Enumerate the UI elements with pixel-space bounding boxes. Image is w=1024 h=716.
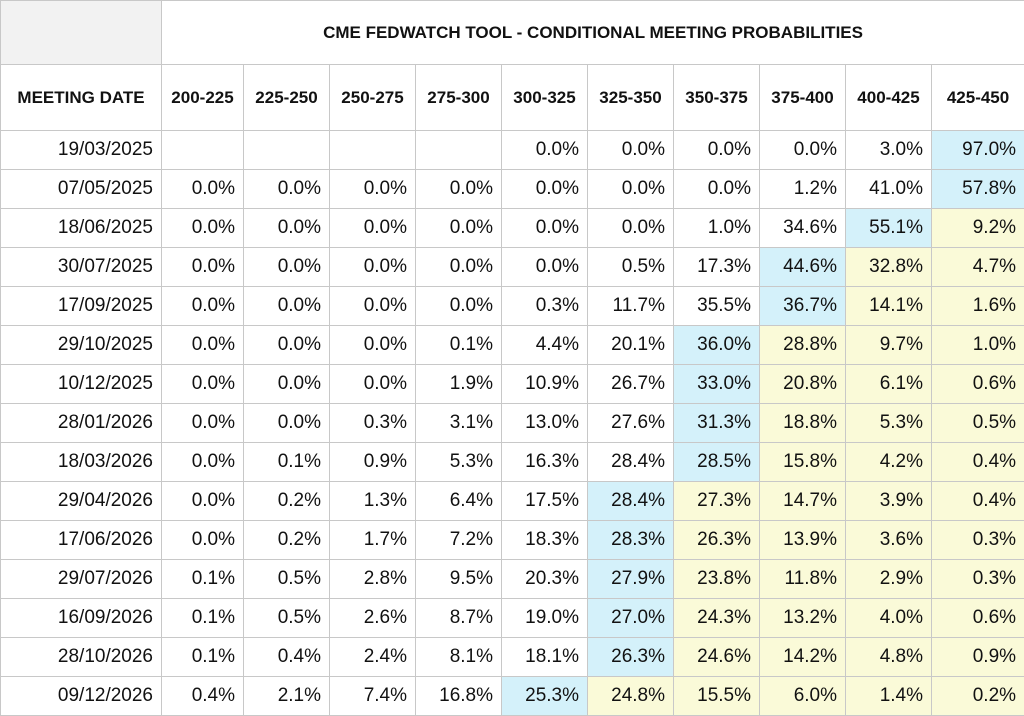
probability-cell: 0.5% — [932, 404, 1024, 443]
meeting-date-cell: 10/12/2025 — [1, 365, 162, 404]
table-row — [1, 170, 1024, 209]
probability-cell: 34.6% — [760, 209, 846, 248]
meeting-date-cell: 28/01/2026 — [1, 404, 162, 443]
probability-cell: 0.4% — [162, 677, 244, 716]
probability-cell: 0.0% — [416, 287, 502, 326]
probability-cell: 20.8% — [760, 365, 846, 404]
probability-cell: 55.1% — [846, 209, 932, 248]
probability-cell: 0.0% — [244, 326, 330, 365]
probability-cell: 4.0% — [846, 599, 932, 638]
probability-cell: 1.7% — [330, 521, 416, 560]
probability-cell: 28.4% — [588, 482, 674, 521]
probability-cell: 27.0% — [588, 599, 674, 638]
probability-cell: 23.8% — [674, 560, 760, 599]
table-row — [1, 482, 1024, 521]
probability-cell: 24.8% — [588, 677, 674, 716]
probability-cell: 0.0% — [330, 365, 416, 404]
probability-cell: 0.0% — [588, 170, 674, 209]
table-row — [1, 677, 1024, 716]
probability-cell: 0.0% — [162, 209, 244, 248]
meeting-date-cell: 16/09/2026 — [1, 599, 162, 638]
meeting-date-cell: 18/03/2026 — [1, 443, 162, 482]
probability-cell: 0.3% — [502, 287, 588, 326]
probability-cell: 5.3% — [846, 404, 932, 443]
probability-cell: 0.1% — [162, 599, 244, 638]
rate-range-header: 325-350 — [588, 65, 674, 131]
probability-cell: 18.8% — [760, 404, 846, 443]
probability-cell: 11.7% — [588, 287, 674, 326]
probability-cell: 3.0% — [846, 131, 932, 170]
probability-cell: 0.0% — [760, 131, 846, 170]
probability-cell: 0.0% — [502, 170, 588, 209]
table-row — [1, 560, 1024, 599]
probability-cell: 19.0% — [502, 599, 588, 638]
rate-range-header: 200-225 — [162, 65, 244, 131]
probability-cell: 2.9% — [846, 560, 932, 599]
probability-cell: 0.1% — [244, 443, 330, 482]
probability-cell: 3.9% — [846, 482, 932, 521]
table-row — [1, 131, 1024, 170]
probability-cell: 13.2% — [760, 599, 846, 638]
meeting-date-cell: 30/07/2025 — [1, 248, 162, 287]
probability-cell: 20.1% — [588, 326, 674, 365]
probability-cell: 0.3% — [330, 404, 416, 443]
meeting-date-cell: 17/09/2025 — [1, 287, 162, 326]
probability-cell: 1.0% — [932, 326, 1024, 365]
probability-cell: 24.3% — [674, 599, 760, 638]
table-row — [1, 443, 1024, 482]
probability-cell: 6.0% — [760, 677, 846, 716]
probability-cell: 28.5% — [674, 443, 760, 482]
meeting-date-cell: 29/04/2026 — [1, 482, 162, 521]
probability-cell: 0.0% — [162, 404, 244, 443]
rate-range-header: 400-425 — [846, 65, 932, 131]
meeting-date-cell: 28/10/2026 — [1, 638, 162, 677]
probability-cell: 16.8% — [416, 677, 502, 716]
probability-cell: 20.3% — [502, 560, 588, 599]
probability-cell: 0.6% — [932, 365, 1024, 404]
probability-cell: 0.0% — [330, 326, 416, 365]
probability-cell: 8.1% — [416, 638, 502, 677]
probability-cell: 0.0% — [588, 209, 674, 248]
probability-cell: 4.4% — [502, 326, 588, 365]
meeting-date-cell: 29/10/2025 — [1, 326, 162, 365]
probability-cell: 0.0% — [416, 170, 502, 209]
probability-cell: 27.9% — [588, 560, 674, 599]
probability-cell: 31.3% — [674, 404, 760, 443]
probability-cell: 57.8% — [932, 170, 1024, 209]
probability-cell: 0.9% — [330, 443, 416, 482]
probability-cell: 15.8% — [760, 443, 846, 482]
probability-cell: 0.0% — [330, 248, 416, 287]
probability-cell: 1.2% — [760, 170, 846, 209]
probability-cell: 0.0% — [416, 248, 502, 287]
probability-cell: 0.0% — [244, 404, 330, 443]
table-row — [1, 638, 1024, 677]
probability-cell: 0.0% — [330, 287, 416, 326]
rate-range-header: 375-400 — [760, 65, 846, 131]
table-row — [1, 521, 1024, 560]
probability-cell: 0.4% — [932, 482, 1024, 521]
table-row — [1, 599, 1024, 638]
probability-cell: 0.0% — [162, 365, 244, 404]
probability-cell: 0.0% — [162, 248, 244, 287]
table-row — [1, 209, 1024, 248]
probability-cell: 13.9% — [760, 521, 846, 560]
probability-cell: 0.0% — [162, 521, 244, 560]
probability-cell: 18.3% — [502, 521, 588, 560]
probability-cell: 33.0% — [674, 365, 760, 404]
table-row — [1, 326, 1024, 365]
probability-cell: 0.0% — [244, 365, 330, 404]
probability-cell: 2.6% — [330, 599, 416, 638]
table-row — [1, 404, 1024, 443]
probability-cell: 0.0% — [588, 131, 674, 170]
rate-range-header: 300-325 — [502, 65, 588, 131]
probability-cell: 0.0% — [502, 131, 588, 170]
probability-cell: 0.0% — [502, 248, 588, 287]
probability-cell: 6.4% — [416, 482, 502, 521]
table-title: CME FEDWATCH TOOL - CONDITIONAL MEETING PROBABILITIES — [162, 1, 1024, 65]
probability-cell: 2.4% — [330, 638, 416, 677]
probability-cell: 0.0% — [162, 170, 244, 209]
probability-cell — [330, 131, 416, 170]
probability-cell: 7.2% — [416, 521, 502, 560]
probability-cell: 0.0% — [162, 443, 244, 482]
probability-cell: 0.0% — [674, 170, 760, 209]
probability-cell: 0.9% — [932, 638, 1024, 677]
probability-cell: 9.2% — [932, 209, 1024, 248]
probability-cell: 8.7% — [416, 599, 502, 638]
probability-cell: 0.6% — [932, 599, 1024, 638]
meeting-date-header: MEETING DATE — [1, 65, 162, 131]
meeting-date-cell: 29/07/2026 — [1, 560, 162, 599]
probability-cell: 0.0% — [244, 248, 330, 287]
probability-cell: 0.0% — [330, 170, 416, 209]
probability-cell: 35.5% — [674, 287, 760, 326]
probability-cell: 13.0% — [502, 404, 588, 443]
probability-cell: 9.7% — [846, 326, 932, 365]
meeting-date-cell: 09/12/2026 — [1, 677, 162, 716]
probability-cell: 0.1% — [416, 326, 502, 365]
probability-cell: 0.3% — [932, 521, 1024, 560]
probability-cell: 32.8% — [846, 248, 932, 287]
probability-cell: 14.7% — [760, 482, 846, 521]
table-body — [1, 131, 1024, 716]
probability-cell — [416, 131, 502, 170]
probability-cell: 26.7% — [588, 365, 674, 404]
probability-cell: 0.0% — [244, 170, 330, 209]
probability-cell: 36.0% — [674, 326, 760, 365]
table-row — [1, 287, 1024, 326]
probability-cell: 1.3% — [330, 482, 416, 521]
probability-cell: 14.1% — [846, 287, 932, 326]
probability-cell: 16.3% — [502, 443, 588, 482]
probability-cell: 4.7% — [932, 248, 1024, 287]
probability-cell: 1.6% — [932, 287, 1024, 326]
probability-cell: 11.8% — [760, 560, 846, 599]
probability-cell: 27.3% — [674, 482, 760, 521]
column-header-row — [1, 65, 1024, 131]
corner-cell — [1, 1, 162, 65]
probability-cell: 7.4% — [330, 677, 416, 716]
rate-range-header: 275-300 — [416, 65, 502, 131]
meeting-date-cell: 18/06/2025 — [1, 209, 162, 248]
probability-cell: 1.9% — [416, 365, 502, 404]
probability-cell: 0.1% — [162, 638, 244, 677]
probability-cell: 5.3% — [416, 443, 502, 482]
probability-cell: 17.5% — [502, 482, 588, 521]
probability-cell: 3.1% — [416, 404, 502, 443]
probability-cell: 4.8% — [846, 638, 932, 677]
probability-cell: 9.5% — [416, 560, 502, 599]
title-row — [1, 1, 1024, 65]
meeting-date-cell: 17/06/2026 — [1, 521, 162, 560]
probability-cell: 15.5% — [674, 677, 760, 716]
rate-range-header: 225-250 — [244, 65, 330, 131]
probability-cell: 0.0% — [162, 326, 244, 365]
probability-cell: 0.2% — [244, 482, 330, 521]
probability-cell — [244, 131, 330, 170]
meeting-date-cell: 07/05/2025 — [1, 170, 162, 209]
probability-cell: 14.2% — [760, 638, 846, 677]
probability-cell: 2.1% — [244, 677, 330, 716]
table-row — [1, 365, 1024, 404]
probability-cell: 0.0% — [674, 131, 760, 170]
probability-cell: 2.8% — [330, 560, 416, 599]
probability-cell: 4.2% — [846, 443, 932, 482]
probability-cell: 0.0% — [330, 209, 416, 248]
probability-cell: 0.0% — [244, 287, 330, 326]
probability-cell: 6.1% — [846, 365, 932, 404]
probability-cell: 97.0% — [932, 131, 1024, 170]
probability-cell: 0.2% — [244, 521, 330, 560]
probability-cell: 26.3% — [674, 521, 760, 560]
probability-cell: 0.5% — [244, 560, 330, 599]
probability-cell: 0.0% — [502, 209, 588, 248]
probability-cell: 3.6% — [846, 521, 932, 560]
probability-cell: 41.0% — [846, 170, 932, 209]
probability-cell: 0.1% — [162, 560, 244, 599]
meeting-date-cell: 19/03/2025 — [1, 131, 162, 170]
probability-cell: 0.4% — [244, 638, 330, 677]
rate-range-header: 350-375 — [674, 65, 760, 131]
probability-cell: 28.3% — [588, 521, 674, 560]
probability-cell: 0.5% — [244, 599, 330, 638]
probability-cell: 0.0% — [162, 482, 244, 521]
probability-cell: 17.3% — [674, 248, 760, 287]
probability-cell: 28.8% — [760, 326, 846, 365]
probability-cell: 0.0% — [244, 209, 330, 248]
probability-cell: 25.3% — [502, 677, 588, 716]
rate-range-header: 250-275 — [330, 65, 416, 131]
table-row — [1, 248, 1024, 287]
rate-range-header: 425-450 — [932, 65, 1024, 131]
probability-cell: 26.3% — [588, 638, 674, 677]
probability-cell: 36.7% — [760, 287, 846, 326]
probability-cell: 44.6% — [760, 248, 846, 287]
probability-cell: 1.0% — [674, 209, 760, 248]
probability-cell: 0.5% — [588, 248, 674, 287]
probability-cell — [162, 131, 244, 170]
probability-cell: 0.2% — [932, 677, 1024, 716]
probability-cell: 10.9% — [502, 365, 588, 404]
probability-cell: 28.4% — [588, 443, 674, 482]
probability-cell: 0.4% — [932, 443, 1024, 482]
probability-cell: 18.1% — [502, 638, 588, 677]
probability-cell: 1.4% — [846, 677, 932, 716]
probability-cell: 24.6% — [674, 638, 760, 677]
probability-cell: 0.3% — [932, 560, 1024, 599]
probability-cell: 0.0% — [162, 287, 244, 326]
probability-cell: 27.6% — [588, 404, 674, 443]
probability-cell: 0.0% — [416, 209, 502, 248]
